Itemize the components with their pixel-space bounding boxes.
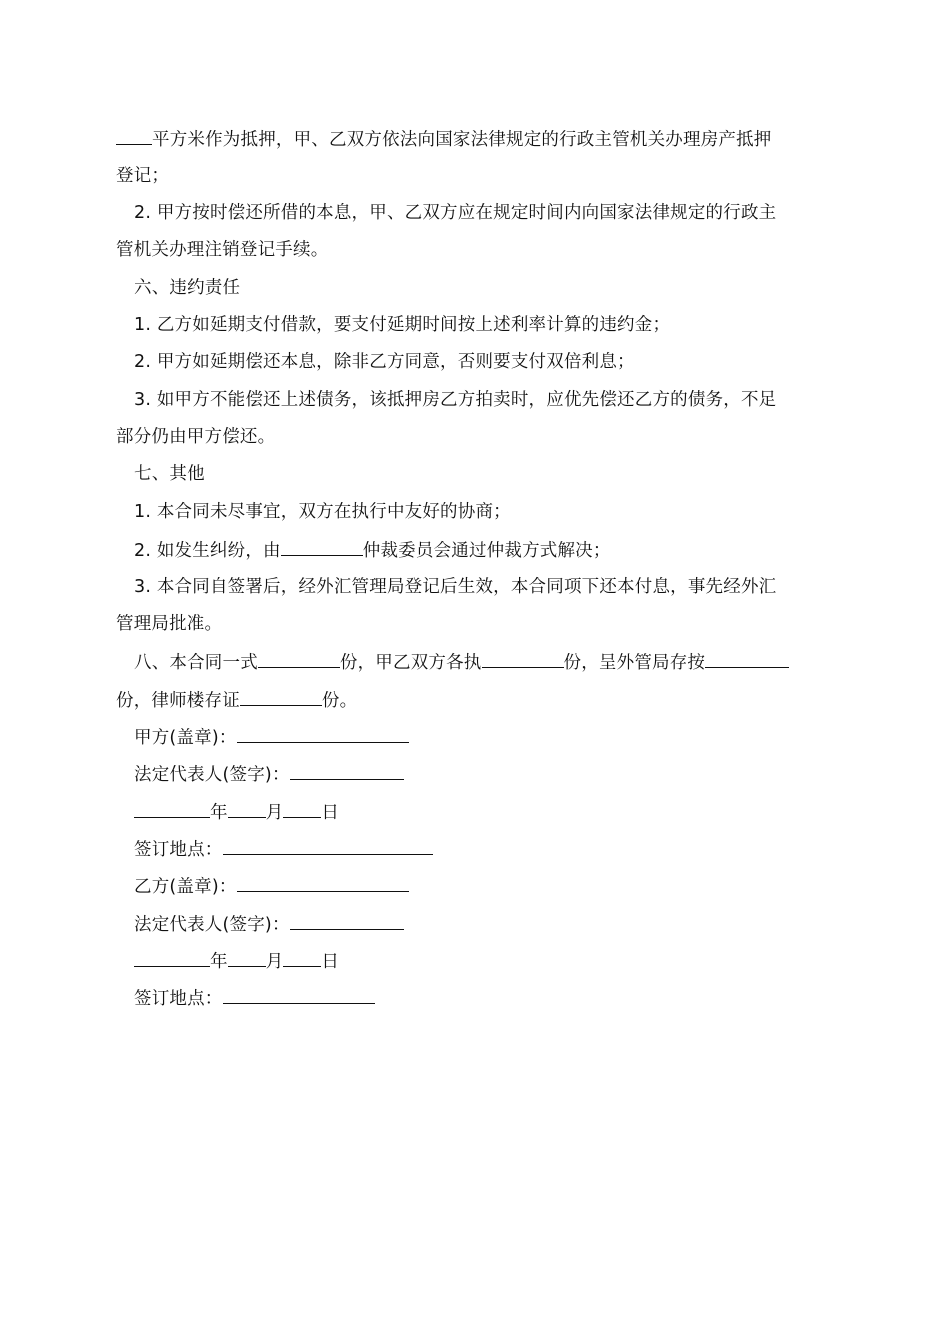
line-text: 八、本合同一式 xyxy=(134,653,258,673)
field-label: 月 xyxy=(265,952,284,972)
field-label: 乙方(盖章)： xyxy=(134,877,237,897)
party-b-date xyxy=(134,948,858,974)
party-b-place xyxy=(134,985,858,1011)
paragraph-line: 3. 如甲方不能偿还上述债务，该抵押房乙方拍卖时，应优先偿还乙方的债务，不足 xyxy=(134,390,777,410)
blank-line xyxy=(240,687,322,706)
signature-blank xyxy=(223,985,375,1004)
party-a-date xyxy=(134,799,858,825)
field-label: 日 xyxy=(321,952,340,972)
paragraph-line: 管机关办理注销登记手续。 xyxy=(116,240,329,260)
signature-blank xyxy=(290,911,404,930)
section-heading: 六、违约责任 xyxy=(134,278,241,298)
field-label: 日 xyxy=(321,803,340,823)
blank-line xyxy=(482,649,564,668)
field-label: 签订地点： xyxy=(134,840,223,860)
paragraph-line: 登记； xyxy=(116,166,170,186)
copies-line xyxy=(134,649,858,675)
date-blank xyxy=(283,799,321,818)
field-label: 法定代表人(签字)： xyxy=(134,915,290,935)
paragraph-line: 部分仍由甲方偿还。 xyxy=(116,427,276,447)
field-label: 法定代表人(签字)： xyxy=(134,765,290,785)
field-label: 月 xyxy=(265,803,284,823)
paragraph-line: 管理局批准。 xyxy=(116,614,223,634)
date-blank xyxy=(134,799,210,818)
copies-line-cont xyxy=(116,687,840,713)
paragraph-line: 1. 本合同未尽事宜，双方在执行中友好的协商； xyxy=(134,502,511,522)
line-text: 2. 如发生纠纷，由 xyxy=(134,541,281,561)
party-a-place xyxy=(134,836,858,862)
party-a-seal xyxy=(134,724,858,750)
signature-blank xyxy=(237,873,409,892)
date-blank xyxy=(228,948,266,967)
date-blank xyxy=(228,799,266,818)
line-text: 仲裁委员会通过仲裁方式解决； xyxy=(362,541,611,561)
line-text: 平方米作为抵押，甲、乙双方依法向国家法律规定的行政主管机关办理房产抵押 xyxy=(152,130,772,150)
line-text: 份，甲乙双方各执 xyxy=(339,653,482,673)
signature-blank xyxy=(223,836,433,855)
line-text: 份，呈外管局存按 xyxy=(563,653,706,673)
field-label: 甲方(盖章)： xyxy=(134,728,237,748)
field-label: 签订地点： xyxy=(134,989,223,1009)
blank-line xyxy=(705,649,789,668)
paragraph-line: 2. 甲方如延期偿还本息，除非乙方同意，否则要支付双倍利息； xyxy=(134,352,635,372)
party-b-legal-rep xyxy=(134,911,858,937)
blank-line xyxy=(116,126,152,145)
party-a-legal-rep xyxy=(134,761,858,787)
signature-blank xyxy=(237,724,409,743)
field-label: 年 xyxy=(210,952,228,972)
blank-line xyxy=(258,649,340,668)
field-label: 年 xyxy=(210,803,228,823)
paragraph-line xyxy=(116,126,840,152)
dispute-line xyxy=(134,537,858,563)
paragraph-line: 2. 甲方按时偿还所借的本息，甲、乙双方应在规定时间内向国家法律规定的行政主 xyxy=(134,203,777,223)
blank-line xyxy=(281,537,363,556)
section-heading: 七、其他 xyxy=(134,464,205,484)
paragraph-line: 3. 本合同自签署后，经外汇管理局登记后生效，本合同项下还本付息，事先经外汇 xyxy=(134,577,777,597)
line-text: 份。 xyxy=(321,691,358,711)
date-blank xyxy=(283,948,321,967)
line-text: 份，律师楼存证 xyxy=(116,691,240,711)
party-b-seal xyxy=(134,873,858,899)
paragraph-line: 1. 乙方如延期支付借款，要支付延期时间按上述利率计算的违约金； xyxy=(134,315,671,335)
date-blank xyxy=(134,948,210,967)
signature-blank xyxy=(290,761,404,780)
